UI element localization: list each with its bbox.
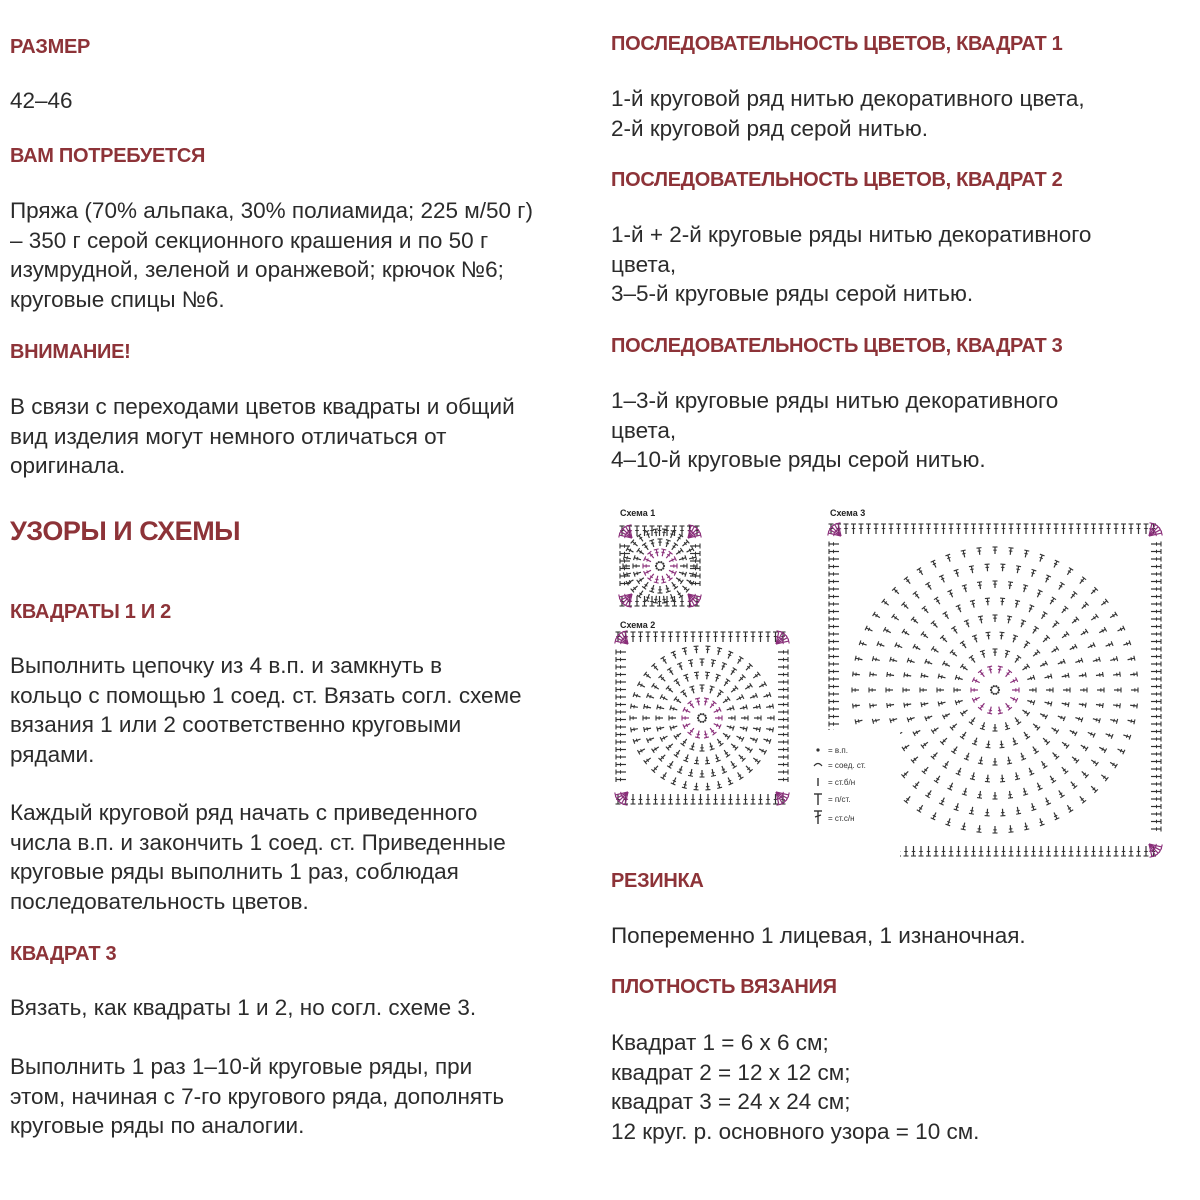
double-crochet-symbol-icon	[814, 811, 822, 824]
size-value: 42–46	[10, 88, 73, 113]
text-line: – 350 г серой секционного крашения и по 50 г	[10, 227, 489, 253]
text-line: изумрудной, зеленой и оранжевой; крючок №6;	[10, 257, 504, 282]
text-line: 3–5-й круговые ряды серой нитью.	[611, 281, 974, 306]
patterns-heading: УЗОРЫ И СХЕМЫ	[10, 516, 241, 546]
text-line: квадрат 2 = 12 х 12 см;	[611, 1059, 851, 1085]
schema1-diagram	[619, 525, 701, 607]
text-line: Квадрат 1 = 6 х 6 см;	[611, 1030, 829, 1055]
text-line: Пряжа (70% альпака, 30% полиамида; 225 м/50 г)	[10, 198, 533, 223]
text-line: 1–3-й круговые ряды нитью декоративного	[611, 388, 1059, 413]
legend-chain: = в.п.	[828, 746, 848, 755]
text-line: Каждый круговой ряд начать с приведенного	[10, 800, 478, 825]
legend-double-crochet: = ст.с/н	[828, 814, 855, 823]
text-line: 2-й круговой ряд серой нитью.	[611, 115, 929, 141]
text-line: Выполнить цепочку из 4 в.п. и замкнуть в	[10, 653, 443, 678]
text-line: кольцо с помощью 1 соед. ст. Вязать согл. схеме	[10, 682, 522, 708]
text-line: круговые спицы №6.	[10, 286, 225, 312]
schema2-label: Схема 2	[620, 620, 656, 630]
squares12-heading: КВАДРАТЫ 1 И 2	[10, 601, 172, 623]
text-line: круговые ряды по аналогии.	[10, 1113, 305, 1138]
size-heading: РАЗМЕР	[10, 36, 91, 58]
text-line: цвета,	[611, 251, 677, 277]
text-line: вязания 1 или 2 соответственно круговыми	[10, 712, 462, 737]
slip-stitch-symbol-icon	[814, 764, 822, 767]
needs-heading: ВАМ ПОТРЕБУЕТСЯ	[10, 145, 206, 167]
text-line: 1-й + 2-й круговые ряды нитью декоративного	[611, 222, 1092, 247]
seq3-heading: ПОСЛЕДОВАТЕЛЬНОСТЬ ЦВЕТОВ, КВАДРАТ 3	[611, 335, 1063, 357]
text-line: круговые ряды выполнить 1 раз, соблюдая	[10, 859, 459, 884]
text-line: оригинала.	[10, 453, 126, 478]
gauge-heading: ПЛОТНОСТЬ ВЯЗАНИЯ	[611, 976, 837, 998]
schema1-label: Схема 1	[620, 508, 656, 518]
text-line: 1-й круговой ряд нитью декоративного цвета,	[611, 86, 1085, 111]
text-line: В связи с переходами цветов квадраты и общий	[10, 394, 515, 419]
seq1-heading: ПОСЛЕДОВАТЕЛЬНОСТЬ ЦВЕТОВ, КВАДРАТ 1	[611, 33, 1063, 55]
attention-heading: ВНИМАНИЕ!	[10, 341, 131, 363]
seq2-heading: ПОСЛЕДОВАТЕЛЬНОСТЬ ЦВЕТОВ, КВАДРАТ 2	[611, 169, 1063, 191]
schema3-label: Схема 3	[830, 508, 866, 518]
text-line: вид изделия могут немного отличаться от	[10, 423, 447, 449]
half-double-symbol-icon	[814, 794, 822, 805]
text-line: 12 круг. р. основного узора = 10 см.	[611, 1118, 980, 1144]
chain-symbol-icon	[816, 748, 819, 751]
text-line: цвета,	[611, 417, 677, 443]
text-line: квадрат 3 = 24 х 24 см;	[611, 1089, 851, 1114]
text-line: этом, начиная с 7-го кругового ряда, дополнять	[10, 1083, 505, 1109]
text-line: числа в.п. и закончить 1 соед. ст. Приведенные	[10, 829, 506, 855]
schema3-diagram	[826, 523, 1162, 860]
text-line: последовательность цветов.	[10, 888, 309, 914]
square3-heading: КВАДРАТ 3	[10, 943, 117, 965]
legend-slip-stitch: = соед. ст.	[828, 761, 866, 770]
text-line: Вязать, как квадраты 1 и 2, но согл. схеме 3.	[10, 995, 477, 1020]
schema2-diagram	[615, 631, 789, 805]
text-line: Попеременно 1 лицевая, 1 изнаночная.	[611, 923, 1026, 948]
text-line: Выполнить 1 раз 1–10-й круговые ряды, при	[10, 1054, 473, 1079]
legend-single-crochet: = ст.б/н	[828, 778, 856, 787]
text-line: 4–10-й круговые ряды серой нитью.	[611, 447, 986, 472]
text-line: рядами.	[10, 741, 95, 767]
legend-half-double: = п/ст.	[828, 795, 851, 804]
rib-heading: РЕЗИНКА	[611, 870, 704, 892]
